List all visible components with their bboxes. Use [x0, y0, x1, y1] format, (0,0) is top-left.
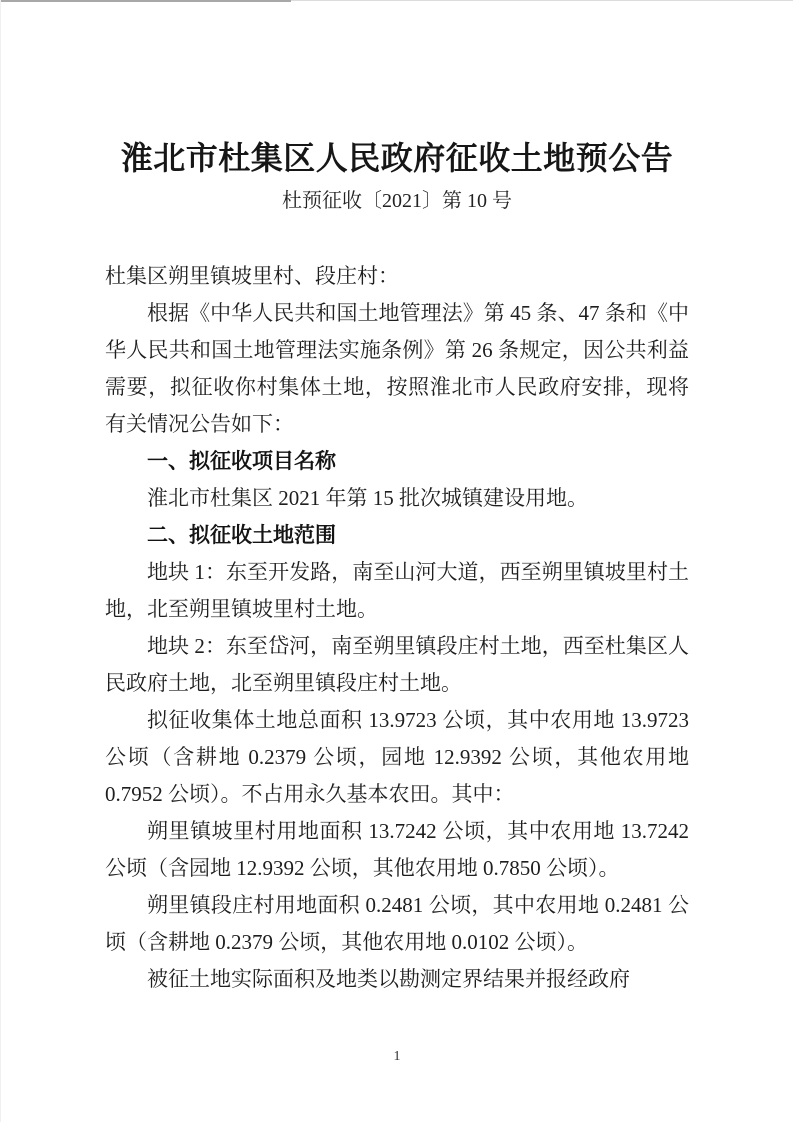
paragraph: 根据《中华人民共和国土地管理法》第 45 条、47 条和《中华人民共和国土地管理法实施条例》第 26 条规定，因公共利益需要，拟征收你村集体土地，按照淮北市人民政府安排，现将有关情况公告如下： — [105, 301, 689, 436]
document-body — [105, 258, 689, 998]
paragraph: 朔里镇坡里村用地面积 13.7242 公顷，其中农用地 13.7242 公顷（含园地 12.9392 公顷，其他农用地 0.7850 公顷）。 — [105, 819, 689, 880]
paragraph: 淮北市杜集区 2021 年第 15 批次城镇建设用地。 — [147, 486, 588, 510]
paragraph-list — [105, 295, 689, 998]
document-title: 淮北市杜集区人民政府征收土地预公告 — [120, 140, 674, 176]
scan-artifact-dark-segment — [1, 0, 291, 2]
document-number: 杜预征收〔2021〕第 10 号 — [282, 190, 512, 212]
section-heading: 二、拟征收土地范围 — [147, 524, 336, 547]
page-number: 1 — [393, 1049, 401, 1064]
paragraph: 被征土地实际面积及地类以勘测定界结果并报经政府 — [147, 967, 630, 991]
salutation: 杜集区朔里镇坡里村、段庄村： — [105, 264, 399, 288]
paragraph: 地块 2：东至岱河，南至朔里镇段庄村土地，西至杜集区人民政府土地，北至朔里镇段庄村土地。 — [105, 634, 689, 695]
section-heading: 一、拟征收项目名称 — [147, 450, 336, 473]
paragraph: 朔里镇段庄村用地面积 0.2481 公顷，其中农用地 0.2481 公顷（含耕地 0.2379 公顷，其他农用地 0.0102 公顷）。 — [105, 893, 689, 954]
paragraph: 拟征收集体土地总面积 13.9723 公顷，其中农用地 13.9723 公顷（含耕地 0.2379 公顷，园地 12.9392 公顷，其他农用地 0.7952 公顷）。不占用永久基本农田。其中： — [105, 708, 689, 806]
paragraph: 地块 1：东至开发路，南至山河大道，西至朔里镇坡里村土地，北至朔里镇坡里村土地。 — [105, 560, 689, 621]
